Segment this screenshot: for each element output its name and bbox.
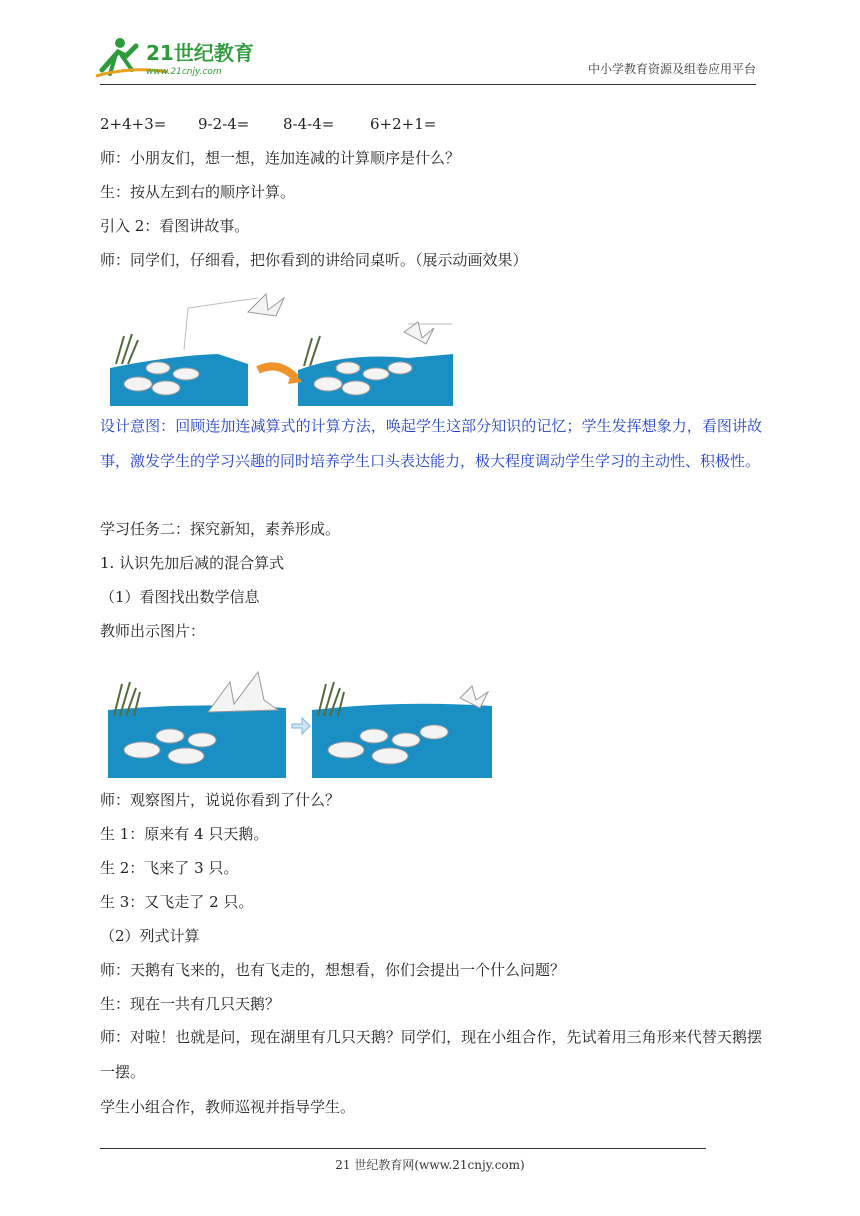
subsection-1: （1）看图找出数学信息 <box>100 588 260 606</box>
equation-4: 6+2+1= <box>370 115 437 133</box>
equation-2: 9-2-4= <box>198 115 250 133</box>
teacher-group-work: 师：对啦！也就是问，现在湖里有几只天鹅？同学们，现在小组合作，先试着用三角形来代替天鹅摆一摆。 <box>100 1028 762 1081</box>
swan-counting-figure <box>108 652 494 778</box>
group-cooperation: 学生小组合作，教师巡视并指导学生。 <box>100 1098 356 1116</box>
subsection-2: （2）列式计算 <box>100 927 200 945</box>
student-2-answer: 生 2：飞来了 3 只。 <box>100 859 239 877</box>
teacher-line-1: 师：小朋友们，想一想，连加连减的计算顺序是什么？ <box>100 149 461 167</box>
site-logo <box>92 30 262 80</box>
swan-animation-figure <box>108 284 458 406</box>
student-question: 生：现在一共有几只天鹅？ <box>100 995 281 1013</box>
header-divider <box>100 84 756 85</box>
equation-1: 2+4+3= <box>100 115 167 133</box>
teacher-question: 师：天鹅有飞来的，也有飞走的，想想看，你们会提出一个什么问题？ <box>100 961 566 979</box>
design-intent: 设计意图：回顾连加连减算式的计算方法，唤起学生这部分知识的记忆；学生发挥想象力，看图讲故事，激发学生的学习兴趣的同时培养学生口头表达能力，极大程度调动学生学习的主动性、积极性。 <box>100 417 762 470</box>
student-1-answer: 生 1：原来有 4 只天鹅。 <box>100 825 269 843</box>
intro-2: 引入 2：看图讲故事。 <box>100 217 250 235</box>
teacher-observe: 师：观察图片，说说你看到了什么？ <box>100 791 341 809</box>
equations-row <box>100 114 436 134</box>
logo-text: 21世纪教育 <box>146 41 254 65</box>
logo-url: www.21cnjy.com <box>146 67 222 77</box>
teacher-show-picture: 教师出示图片： <box>100 622 206 640</box>
equation-3: 8-4-4= <box>283 115 335 133</box>
section-1-heading: 1. 认识先加后减的混合算式 <box>100 554 285 572</box>
student-3-answer: 生 3：又飞走了 2 只。 <box>100 893 254 911</box>
teacher-line-2: 师：同学们，仔细看，把你看到的讲给同桌听。（展示动画效果） <box>100 251 528 269</box>
footer-text: 21 世纪教育网(www.21cnjy.com) <box>335 1158 525 1172</box>
student-line-1: 生：按从左到右的顺序计算。 <box>100 183 296 201</box>
footer-divider <box>100 1148 706 1149</box>
task-2-heading: 学习任务二：探究新知，素养形成。 <box>100 520 341 538</box>
header-platform-name: 中小学教育资源及组卷应用平台 <box>587 62 756 76</box>
